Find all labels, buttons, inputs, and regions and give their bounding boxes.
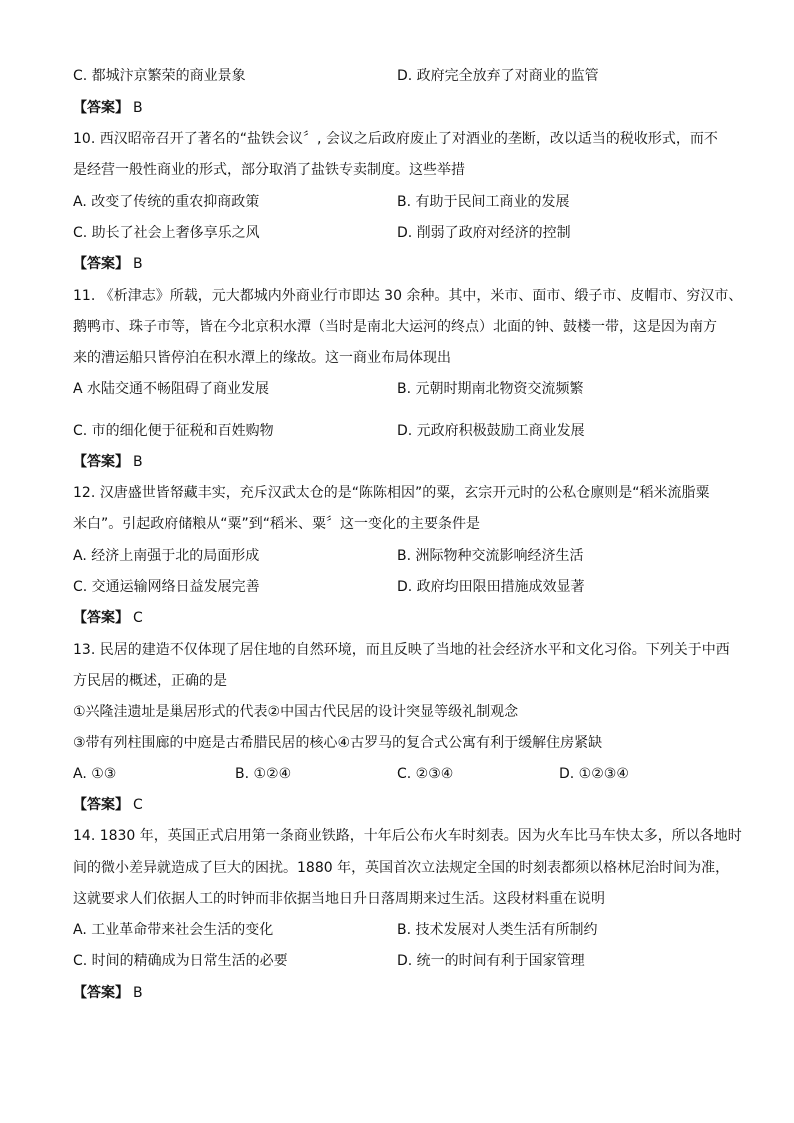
q14-option-c: C. 时间的精确成为日常生活的必要 [73, 953, 288, 969]
q13-option-c: C. ②③④ [397, 766, 454, 782]
q14-stem-line-1: 14. 1830 年，英国正式启用第一条商业铁路，十年后公布火车时刻表。因为火车比马车快太多，所以各地时 [73, 828, 742, 844]
answer-label: 【答案】 [73, 985, 129, 1001]
q12-answer [73, 608, 143, 628]
q9-option-c: C. 都城汴京繁荣的商业景象 [73, 68, 246, 84]
q10-option-d: D. 削弱了政府对经济的控制 [397, 225, 571, 241]
q13-option-d: D. ①②③④ [559, 766, 629, 782]
q14-answer [73, 983, 143, 1003]
q11-stem-line-3: 来的漕运船只皆停泊在积水潭上的缘故。这一商业布局体现出 [73, 350, 451, 366]
q11-stem-line-2: 鹅鸭市、珠子市等，皆在今北京积水潭（当时是南北大运河的终点）北面的钟、鼓楼一带，这是因为南方 [73, 319, 717, 335]
q11-option-b: B. 元朝时期南北物资交流频繁 [397, 381, 584, 397]
q13-stem-line-2: 方民居的概述，正确的是 [73, 673, 227, 689]
q12-option-a: A. 经济上南强于北的局面形成 [73, 548, 260, 564]
q13-option-b: B. ①②④ [235, 766, 292, 782]
q13-statement-line-2: ③带有列柱围廊的中庭是古希腊民居的核心④古罗马的复合式公寓有利于缓解住房紧缺 [73, 735, 603, 751]
q12-stem-line-1: 12. 汉唐盛世皆帑藏丰实，充斥汉武太仓的是“陈陈相因”的粟，玄宗开元时的公私仓廪则是“稻米流脂粟 [73, 485, 710, 501]
q10-stem-line-2: 是经营一般性商业的形式，部分取消了盐铁专卖制度。这些举措 [73, 162, 465, 178]
q10-option-c: C. 助长了社会上奢侈享乐之风 [73, 225, 260, 241]
q14-stem-line-3: 这就要求人们依据人工的时钟而非依据当地日升日落周期来过生活。这段材料重在说明 [73, 891, 605, 907]
q10-option-a: A. 改变了传统的重农抑商政策 [73, 194, 260, 210]
q11-option-d: D. 元政府积极鼓励工商业发展 [397, 423, 585, 439]
q12-option-d: D. 政府均田限田措施成效显著 [397, 579, 585, 595]
answer-label: 【答案】 [73, 100, 129, 116]
q10-answer [73, 254, 143, 274]
q12-stem-line-2: 米白”。引起政府储粮从“粟”到“稻米、粟〞这一变化的主要条件是 [73, 516, 481, 532]
answer-label: 【答案】 [73, 610, 129, 626]
q11-option-c: C. 市的细化便于征税和百姓购物 [73, 423, 274, 439]
q11-answer [73, 452, 143, 472]
q10-option-b: B. 有助于民间工商业的发展 [397, 194, 570, 210]
q11-option-a: A 水陆交通不畅阻碍了商业发展 [73, 381, 270, 397]
answer-label: 【答案】 [73, 797, 129, 813]
answer-value: B [133, 454, 143, 470]
q14-option-d: D. 统一的时间有利于国家管理 [397, 953, 585, 969]
q14-option-b: B. 技术发展对人类生活有所制约 [397, 922, 598, 938]
q13-statement-line-1: ①兴隆洼遗址是巢居形式的代表②中国古代民居的设计突显等级礼制观念 [73, 704, 519, 720]
answer-value: B [133, 256, 143, 272]
q13-option-a: A. ①③ [73, 766, 117, 782]
answer-label: 【答案】 [73, 454, 129, 470]
q9-option-d: D. 政府完全放弃了对商业的监管 [397, 68, 599, 84]
answer-value: C [133, 610, 143, 626]
q12-option-b: B. 洲际物种交流影响经济生活 [397, 548, 584, 564]
q14-option-a: A. 工业革命带来社会生活的变化 [73, 922, 274, 938]
answer-value: C [133, 797, 143, 813]
q10-stem-line-1: 10. 西汉昭帝召开了著名的“盐铁会议〞, 会议之后政府废止了对酒业的垄断，改以适当的税收形式，而不 [73, 131, 718, 147]
q13-answer [73, 795, 143, 815]
q14-stem-line-2: 间的微小差异就造成了巨大的困扰。1880 年，英国首次立法规定全国的时刻表都须以格林尼治时间为准， [73, 860, 730, 876]
q9-answer [73, 98, 143, 118]
q12-option-c: C. 交通运输网络日益发展完善 [73, 579, 260, 595]
q11-stem-line-1: 11. 《析津志》所载，元大都城内外商业行市即达 30 余种。其中，米市、面市、缎子市、皮帽市、穷汉市、 [73, 288, 743, 304]
answer-value: B [133, 985, 143, 1001]
answer-value: B [133, 100, 143, 116]
answer-label: 【答案】 [73, 256, 129, 272]
q13-stem-line-1: 13. 民居的建造不仅体现了居住地的自然环境，而且反映了当地的社会经济水平和文化习俗。下列关于中西 [73, 642, 730, 658]
